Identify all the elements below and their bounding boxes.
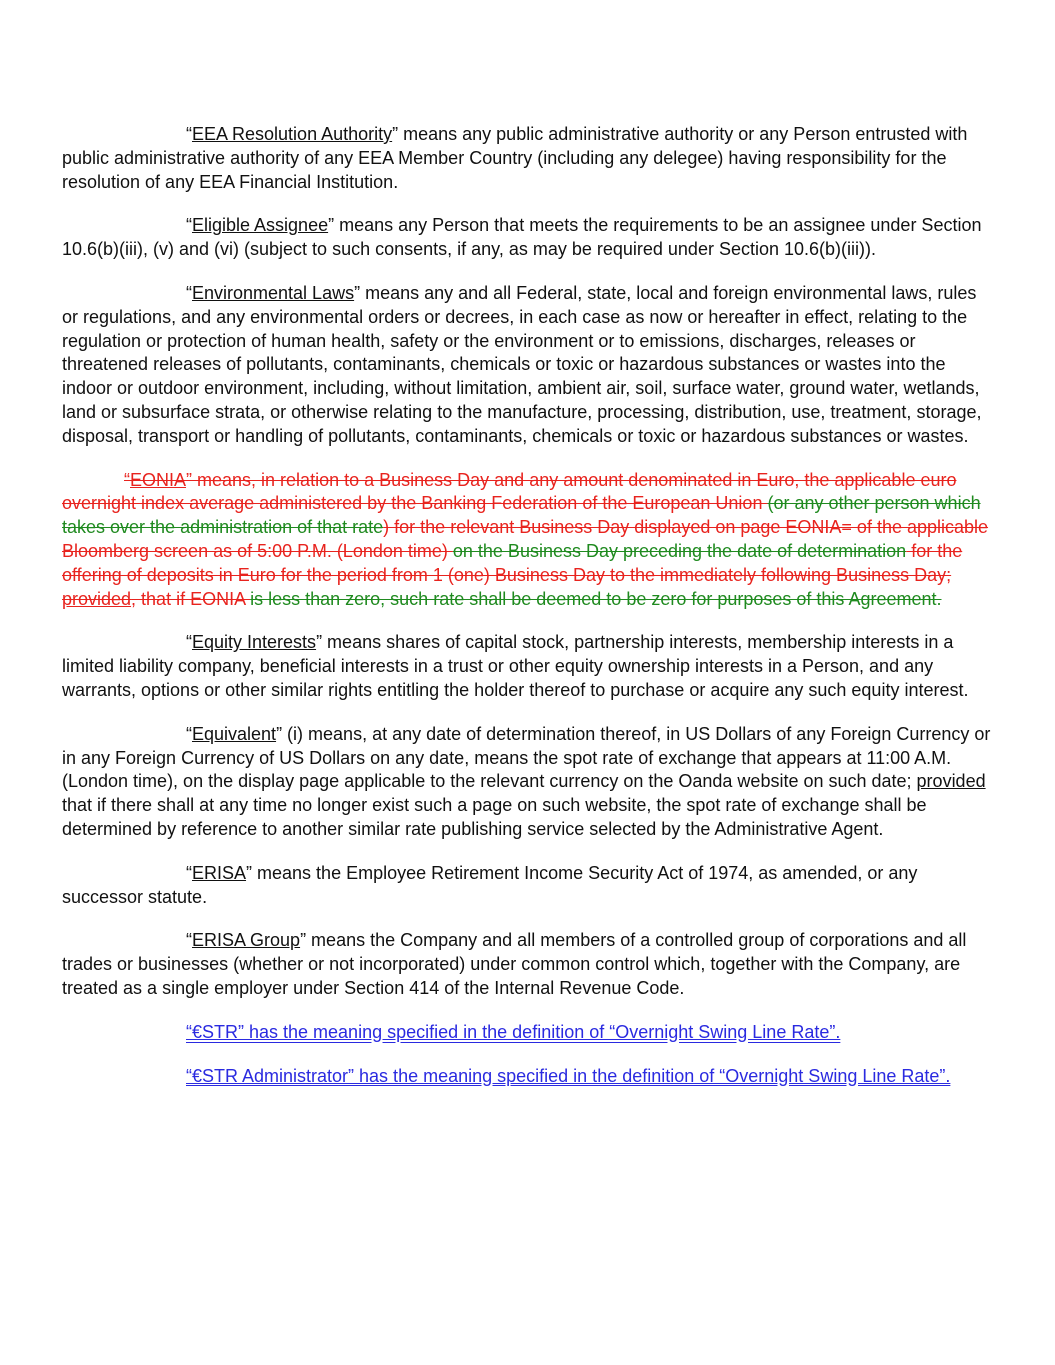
defined-term: Environmental Laws xyxy=(192,282,355,303)
inserted-text: “€STR Administrator” has the meaning specified in the definition of “Overnight Swing Line Rate”. xyxy=(186,1065,951,1086)
definition-estr-administrator-inserted xyxy=(62,1065,994,1089)
deleted-provided: provided xyxy=(62,588,132,609)
definition-text: ” means the Company and all members of a controlled group of corporations and all trades or businesses (whether or not incorporated) under common control which, together with the Company, are treated as a single employer under Section 414 of the Internal Revenue Code. xyxy=(62,930,967,998)
defined-term: ERISA Group xyxy=(192,930,301,951)
moved-text-segment: (or any other person which takes over the administration of that rate xyxy=(62,493,981,538)
definition-environmental-laws xyxy=(62,282,994,449)
open-quote: “ xyxy=(186,723,192,744)
defined-term: Equity Interests xyxy=(192,632,317,653)
moved-text-segment: on the Business Day preceding the date of determination xyxy=(452,540,907,561)
definition-text: ” (i) means, at any date of determination thereof, in US Dollars of any Foreign Currency or in any Foreign Currency of US Dollars on any date, means the spot rate of exchange that appears at 11:00 A.M. (London time), on the display page applicable to the relevant currency on the Oanda website on such date; xyxy=(62,723,991,792)
definition-text: ” means any Person that meets the requirements to be an assignee under Section 10.6(b)(iii), (v) and (vi) (subject to such consents, if any, as may be required under Section 10.6(b)(iii)). xyxy=(62,215,982,260)
definition-text: ” means any public administrative authority or any Person entrusted with public administrative authority of any EEA Member Country (including any delegee) having responsibility for the resolution of any EEA Financial Institution. xyxy=(62,124,968,192)
document-page xyxy=(62,123,994,1108)
open-quote: “ xyxy=(186,282,192,303)
provided-term: provided xyxy=(916,771,986,792)
defined-term: EEA Resolution Authority xyxy=(192,124,393,144)
deleted-text-segment: ) for the relevant Business Day displayed on page EONIA= of the applicable Bloomberg screen as of 5:00 P.M. (London time) xyxy=(62,517,989,561)
deleted-open-quote: “ xyxy=(124,469,130,490)
open-quote: “ xyxy=(186,862,192,883)
definition-eea-resolution-authority xyxy=(62,123,994,194)
definition-erisa xyxy=(62,862,994,910)
definition-text: ” means shares of capital stock, partnership interests, membership interests in a limited liability company, beneficial interests in a trust or other equity ownership interests in a Person, and any warrants, options or other similar rights entitling the holder thereof to purchase or acquire any such equity interest. xyxy=(62,632,969,700)
open-quote: “ xyxy=(186,930,192,951)
open-quote: “ xyxy=(186,124,192,144)
definition-eonia-deleted xyxy=(62,469,994,612)
definition-eligible-assignee xyxy=(62,214,994,262)
open-quote: “ xyxy=(186,632,192,653)
definition-text: ” means the Employee Retirement Income Security Act of 1974, as amended, or any successor statute. xyxy=(62,862,918,907)
inserted-text: “€STR” has the meaning specified in the definition of “Overnight Swing Line Rate”. xyxy=(186,1021,841,1042)
deleted-text-segment: for the offering of deposits in Euro for the period from 1 (one) Business Day to the immediately following Business Day; xyxy=(62,540,963,585)
definition-equivalent xyxy=(62,723,994,842)
deleted-text-segment: ” means, in relation to a Business Day and any amount denominated in Euro, the applicable euro overnight index average administered by the Banking Federation of the European Union xyxy=(62,469,957,514)
open-quote: “ xyxy=(186,215,192,236)
deleted-text-segment: , that if EONIA xyxy=(131,588,251,609)
definition-estr-inserted xyxy=(62,1021,994,1045)
defined-term: Equivalent xyxy=(192,723,277,744)
moved-text-segment: is less than zero, such rate shall be deemed to be zero for purposes of this Agreement. xyxy=(250,588,942,609)
defined-term: ERISA xyxy=(192,862,247,883)
definition-equity-interests xyxy=(62,631,994,702)
defined-term: Eligible Assignee xyxy=(192,215,329,236)
definition-erisa-group xyxy=(62,929,994,1000)
definition-text: ” means any and all Federal, state, local and foreign environmental laws, rules or regulations, and any environmental orders or decrees, in each case as now or hereafter in effect, relating to the regulation or protection of human health, safety or the environment or to emissions, discharges, releases or threatened releases of pollutants, contaminants, chemicals or toxic or hazardous substances or wastes into the indoor or outdoor environment, including, without limitation, ambient air, soil, surface water, ground water, wetlands, land or subsurface strata, or otherwise relating to the manufacture, processing, distribution, use, treatment, storage, disposal, transport or handling of pollutants, contaminants, chemicals or toxic or hazardous substances or wastes. xyxy=(62,282,982,446)
definition-text: that if there shall at any time no longer exist such a page on such website, the spot rate of exchange shall be determined by reference to another similar rate publishing service selected by the Administrative Agent. xyxy=(62,795,927,839)
deleted-defined-term: EONIA xyxy=(130,469,187,490)
